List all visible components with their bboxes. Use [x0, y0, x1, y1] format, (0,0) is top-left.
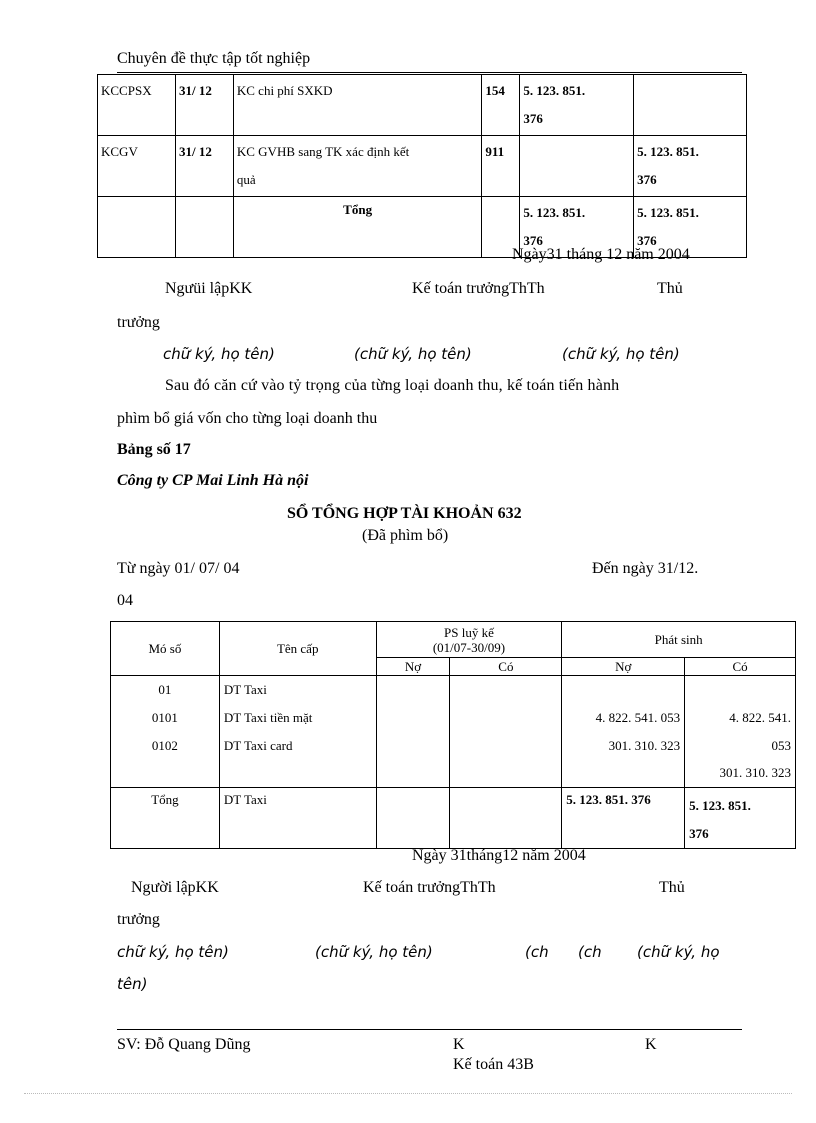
- head-label: Thủ: [659, 879, 685, 896]
- signature-note: (chữ ký, họ tên): [354, 345, 472, 363]
- amount-line: 5. 123. 851.: [637, 205, 699, 220]
- header-code: Mó số: [111, 622, 220, 676]
- amount-line: 5. 123. 851.: [523, 205, 586, 220]
- header-no: Nợ: [376, 658, 450, 676]
- cell-account: 154: [482, 75, 520, 136]
- ledger-table: [110, 621, 796, 849]
- cell-lk-no: [376, 704, 450, 732]
- cell-code: [111, 760, 220, 788]
- cell-account: 911: [482, 136, 520, 197]
- signature-note: (ch: [525, 943, 549, 961]
- cell-ps-no: 5. 123. 851. 376: [562, 788, 685, 849]
- cell-name: DT Taxi: [219, 788, 376, 849]
- paragraph-line: Sau đó căn cứ vào tỷ trọng của từng loại doanh thu, kế toán tiến hành: [165, 377, 620, 394]
- cell-ps-no: [562, 760, 685, 788]
- cell-name: DT Taxi: [219, 676, 376, 704]
- desc-line: KC GVHB sang TK xác định kết: [236, 144, 410, 159]
- cell-lk-no: [376, 760, 450, 788]
- cell-ps-co: 4. 822. 541.: [685, 704, 796, 732]
- table-row: [111, 704, 796, 732]
- cell-desc: [233, 75, 482, 136]
- table-row: [98, 136, 747, 197]
- cell-ps-co: [685, 676, 796, 704]
- table-row: [111, 732, 796, 760]
- cell-date: 31/ 12: [175, 136, 233, 197]
- cell-ps-co: 301. 310. 323: [685, 760, 796, 788]
- header-co: Có: [685, 658, 796, 676]
- student-name: SV: Đỗ Quang Dũng: [117, 1036, 251, 1053]
- ledger-subtitle: (Đã phìm bổ): [362, 527, 449, 544]
- to-date: Đến ngày 31/12.: [592, 560, 699, 577]
- cell-code: 01: [111, 676, 220, 704]
- cell-credit: [634, 136, 747, 197]
- head-label-cont: trưởng: [117, 314, 160, 331]
- head-label-cont: trưởng: [117, 911, 160, 928]
- preparer-label: Người lậpKK: [131, 879, 219, 896]
- amount-line: 5. 123. 851.: [523, 83, 586, 98]
- cell-lk-co: [450, 760, 562, 788]
- preparer-label: Ngưüi lậpKK: [165, 280, 253, 297]
- paragraph-line: phìm bổ giá vốn cho từng loại doanh thu: [117, 410, 378, 427]
- header-no: Nợ: [562, 658, 685, 676]
- date-line: Ngày31 tháng 12 năm 2004: [512, 246, 690, 263]
- header-rule: [117, 72, 742, 73]
- date-line: Ngày 31tháng12 năm 2004: [412, 847, 586, 864]
- amount-line: 376: [689, 826, 709, 841]
- footer-k: K: [453, 1036, 465, 1053]
- footer-rule: [117, 1029, 742, 1030]
- cell-lk-no: [376, 788, 450, 849]
- cell-lk-no: [376, 676, 450, 704]
- amount-line: 5. 123. 851.: [637, 144, 699, 159]
- table-row: [98, 75, 747, 136]
- cell-ps-no: 4. 822. 541. 053: [562, 704, 685, 732]
- signature-note: (chữ ký, họ tên): [315, 943, 433, 961]
- signature-note-cont: tên): [117, 975, 148, 993]
- table-row: [111, 676, 796, 704]
- table-number: Bảng số 17: [117, 441, 191, 458]
- cell-code: 0102: [111, 732, 220, 760]
- signature-note: (ch: [578, 943, 602, 961]
- from-date: Từ ngày 01/ 07/ 04: [117, 560, 240, 577]
- cell-name: [219, 760, 376, 788]
- amount-line: 376: [637, 172, 657, 187]
- cell-lk-co: [450, 704, 562, 732]
- page-edge: [24, 1093, 792, 1094]
- signature-note: (chữ ký, họ tên): [562, 345, 680, 363]
- chief-accountant-label: Kế toán trưởngThTh: [363, 879, 496, 896]
- cell-credit: [634, 75, 747, 136]
- cell-ps-no: 301. 310. 323: [562, 732, 685, 760]
- header-ps-luy-ke: [376, 622, 562, 658]
- desc-line: KC chi phí SXKD: [236, 83, 333, 98]
- footer-k: K: [645, 1036, 657, 1053]
- header-line: PS luỹ kế: [444, 624, 494, 640]
- company-name: Công ty CP Mai Linh Hà nội: [117, 472, 309, 489]
- desc-line: quả: [236, 172, 256, 187]
- header-phat-sinh: Phát sinh: [562, 622, 796, 658]
- cell-ps-co: [685, 788, 796, 849]
- cell-name: DT Taxi tiền mặt: [219, 704, 376, 732]
- table-total-row: [111, 788, 796, 849]
- class-name: Kế toán 43B: [453, 1056, 534, 1073]
- header-name: Tên cấp: [219, 622, 376, 676]
- cell-code: 0101: [111, 704, 220, 732]
- table-header-row: [111, 622, 796, 658]
- chief-accountant-label: Kế toán trưởngThTh: [412, 280, 545, 297]
- head-label: Thủ: [657, 280, 683, 297]
- cell-desc: [233, 136, 482, 197]
- amount-line: 376: [637, 233, 657, 248]
- header-line: (01/07-30/09): [432, 639, 506, 655]
- cell-code: KCGV: [98, 136, 176, 197]
- cell-lk-co: [450, 676, 562, 704]
- cell-lk-no: [376, 732, 450, 760]
- cell-date: 31/ 12: [175, 75, 233, 136]
- journal-table: [97, 74, 747, 258]
- cell-lk-co: [450, 788, 562, 849]
- cell-code: KCCPSX: [98, 75, 176, 136]
- cell-debit: [520, 75, 634, 136]
- signature-note: chữ ký, họ tên): [163, 345, 275, 363]
- amount-line: 376: [523, 111, 543, 126]
- cell-date: [175, 197, 233, 258]
- cell-debit: [520, 136, 634, 197]
- cell-lk-co: [450, 732, 562, 760]
- cell-code: [98, 197, 176, 258]
- cell-ps-no: [562, 676, 685, 704]
- cell-total-label: Tổng: [111, 788, 220, 849]
- cell-total-label: Tổng: [233, 197, 482, 258]
- header-title: Chuyên đề thực tập tốt nghiệp: [117, 50, 311, 67]
- header-co: Có: [450, 658, 562, 676]
- table-row: [111, 760, 796, 788]
- cell-ps-co: 053: [685, 732, 796, 760]
- to-date-cont: 04: [117, 592, 133, 609]
- signature-note: (chữ ký, họ: [637, 943, 720, 961]
- amount-line: 376: [523, 233, 543, 248]
- ledger-title: SỔ TỔNG HỢP TÀI KHOẢN 632: [287, 505, 522, 522]
- amount-line: 5. 123. 851.: [689, 798, 751, 813]
- cell-name: DT Taxi card: [219, 732, 376, 760]
- signature-note: chữ ký, họ tên): [117, 943, 229, 961]
